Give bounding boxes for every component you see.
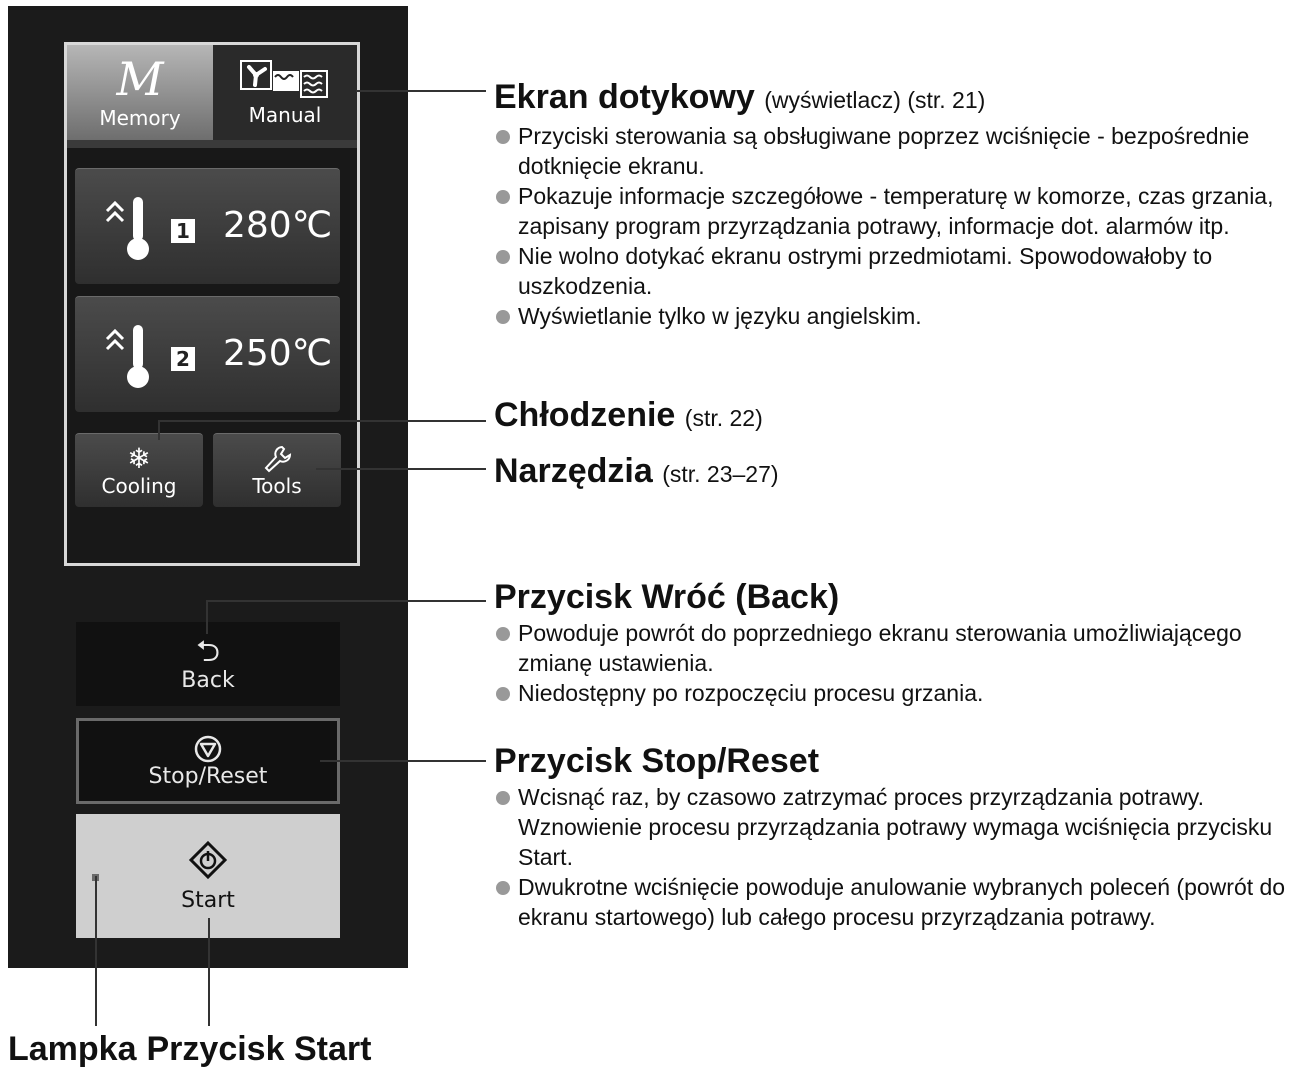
memory-glyph: M <box>116 51 164 106</box>
temperature-button-1[interactable] <box>75 168 340 284</box>
wrench-icon <box>262 444 292 474</box>
back-arrow-icon: ⮌ <box>195 633 221 669</box>
stop-icon <box>193 734 223 764</box>
start-icon <box>188 840 228 880</box>
cooling-label: Cooling <box>101 473 177 498</box>
tools-button[interactable] <box>213 433 341 507</box>
callout-back <box>494 578 1294 708</box>
callout-bullet: Nie wolno dotykać ekranu ostrymi przedmiotami. Spowodowałoby to uszkodzenia. <box>494 241 1294 301</box>
thermometer-icon <box>101 193 157 263</box>
callout-stop-reset <box>494 742 1294 932</box>
temperature-value: 280℃ <box>223 205 333 246</box>
back-label: Back <box>181 667 235 693</box>
leader-line-screen <box>356 90 486 92</box>
callout-title: Przycisk Wróć (Back) <box>494 578 840 616</box>
control-panel <box>8 6 408 968</box>
callout-cooling <box>494 396 1294 437</box>
snowflake-icon: ❄ <box>127 441 151 475</box>
temperature-button-2[interactable] <box>75 296 340 412</box>
leader-line-back <box>206 600 208 634</box>
callout-bullet: Wcisnąć raz, by czasowo zatrzymać proces przyrządzania potrawy. Wznowienie procesu przyrządzania potrawy wymaga wciśnięcia przycisku Start. <box>494 782 1294 872</box>
manual-mode-icon <box>239 59 331 99</box>
callout-title: Narzędzia <box>494 452 653 490</box>
start-label: Start <box>181 887 235 913</box>
stop-reset-label: Stop/Reset <box>148 763 268 789</box>
callout-bullet: Niedostępny po rozpoczęciu procesu grzania. <box>494 678 1294 708</box>
callout-title: Przycisk Stop/Reset <box>494 742 820 780</box>
tab-memory[interactable] <box>67 45 213 140</box>
tab-manual[interactable] <box>213 45 357 140</box>
zone-number-badge: 2 <box>171 347 195 371</box>
callout-touch-screen <box>494 78 1294 331</box>
tab-manual-label: Manual <box>248 102 322 127</box>
stop-reset-button[interactable] <box>76 718 340 804</box>
touch-screen <box>64 42 360 566</box>
callout-ref: (str. 22) <box>684 405 763 431</box>
leader-line-cooling <box>158 420 160 440</box>
callout-bullet: Pokazuje informacje szczegółowe - temperaturę w komorze, czas grzania, zapisany program przyrządzania potrawy, informacje dot. alarmów itp. <box>494 181 1294 241</box>
callout-bullet: Wyświetlanie tylko w języku angielskim. <box>494 301 1294 331</box>
back-button[interactable] <box>76 622 340 706</box>
thermometer-icon <box>101 321 157 391</box>
callout-title: Ekran dotykowy <box>494 78 755 116</box>
tab-divider <box>67 140 357 148</box>
leader-line-back <box>206 600 486 602</box>
cooling-button[interactable] <box>75 433 203 507</box>
callout-tools <box>494 452 1294 493</box>
callout-ref: (wyświetlacz) (str. 21) <box>764 87 986 113</box>
lamp-label: Lampka <box>8 1030 137 1068</box>
callout-bullet: Dwukrotne wciśnięcie powoduje anulowanie wybranych poleceń (powrót do ekranu startowego) lub całego procesu przyrządzania potrawy. <box>494 872 1294 932</box>
tools-label: Tools <box>252 473 302 498</box>
leader-line-cooling <box>158 420 486 422</box>
callout-ref: (str. 23–27) <box>662 461 779 487</box>
start-button-label: Przycisk Start <box>146 1030 372 1068</box>
callout-bullet: Powoduje powrót do poprzedniego ekranu sterowania umożliwiającego zmianę ustawienia. <box>494 618 1294 678</box>
bottom-labels <box>8 1030 381 1069</box>
zone-number-badge: 1 <box>171 219 195 243</box>
callout-bullet: Przyciski sterowania są obsługiwane poprzez wciśnięcie - bezpośrednie dotknięcie ekranu. <box>494 121 1294 181</box>
leader-line-tools <box>316 468 486 470</box>
callout-title: Chłodzenie <box>494 396 676 434</box>
leader-line-stop <box>320 760 486 762</box>
leader-line-lamp <box>95 876 97 1026</box>
tab-memory-label: Memory <box>99 105 181 130</box>
temperature-value: 250℃ <box>223 333 333 374</box>
leader-line-start <box>208 918 210 1026</box>
